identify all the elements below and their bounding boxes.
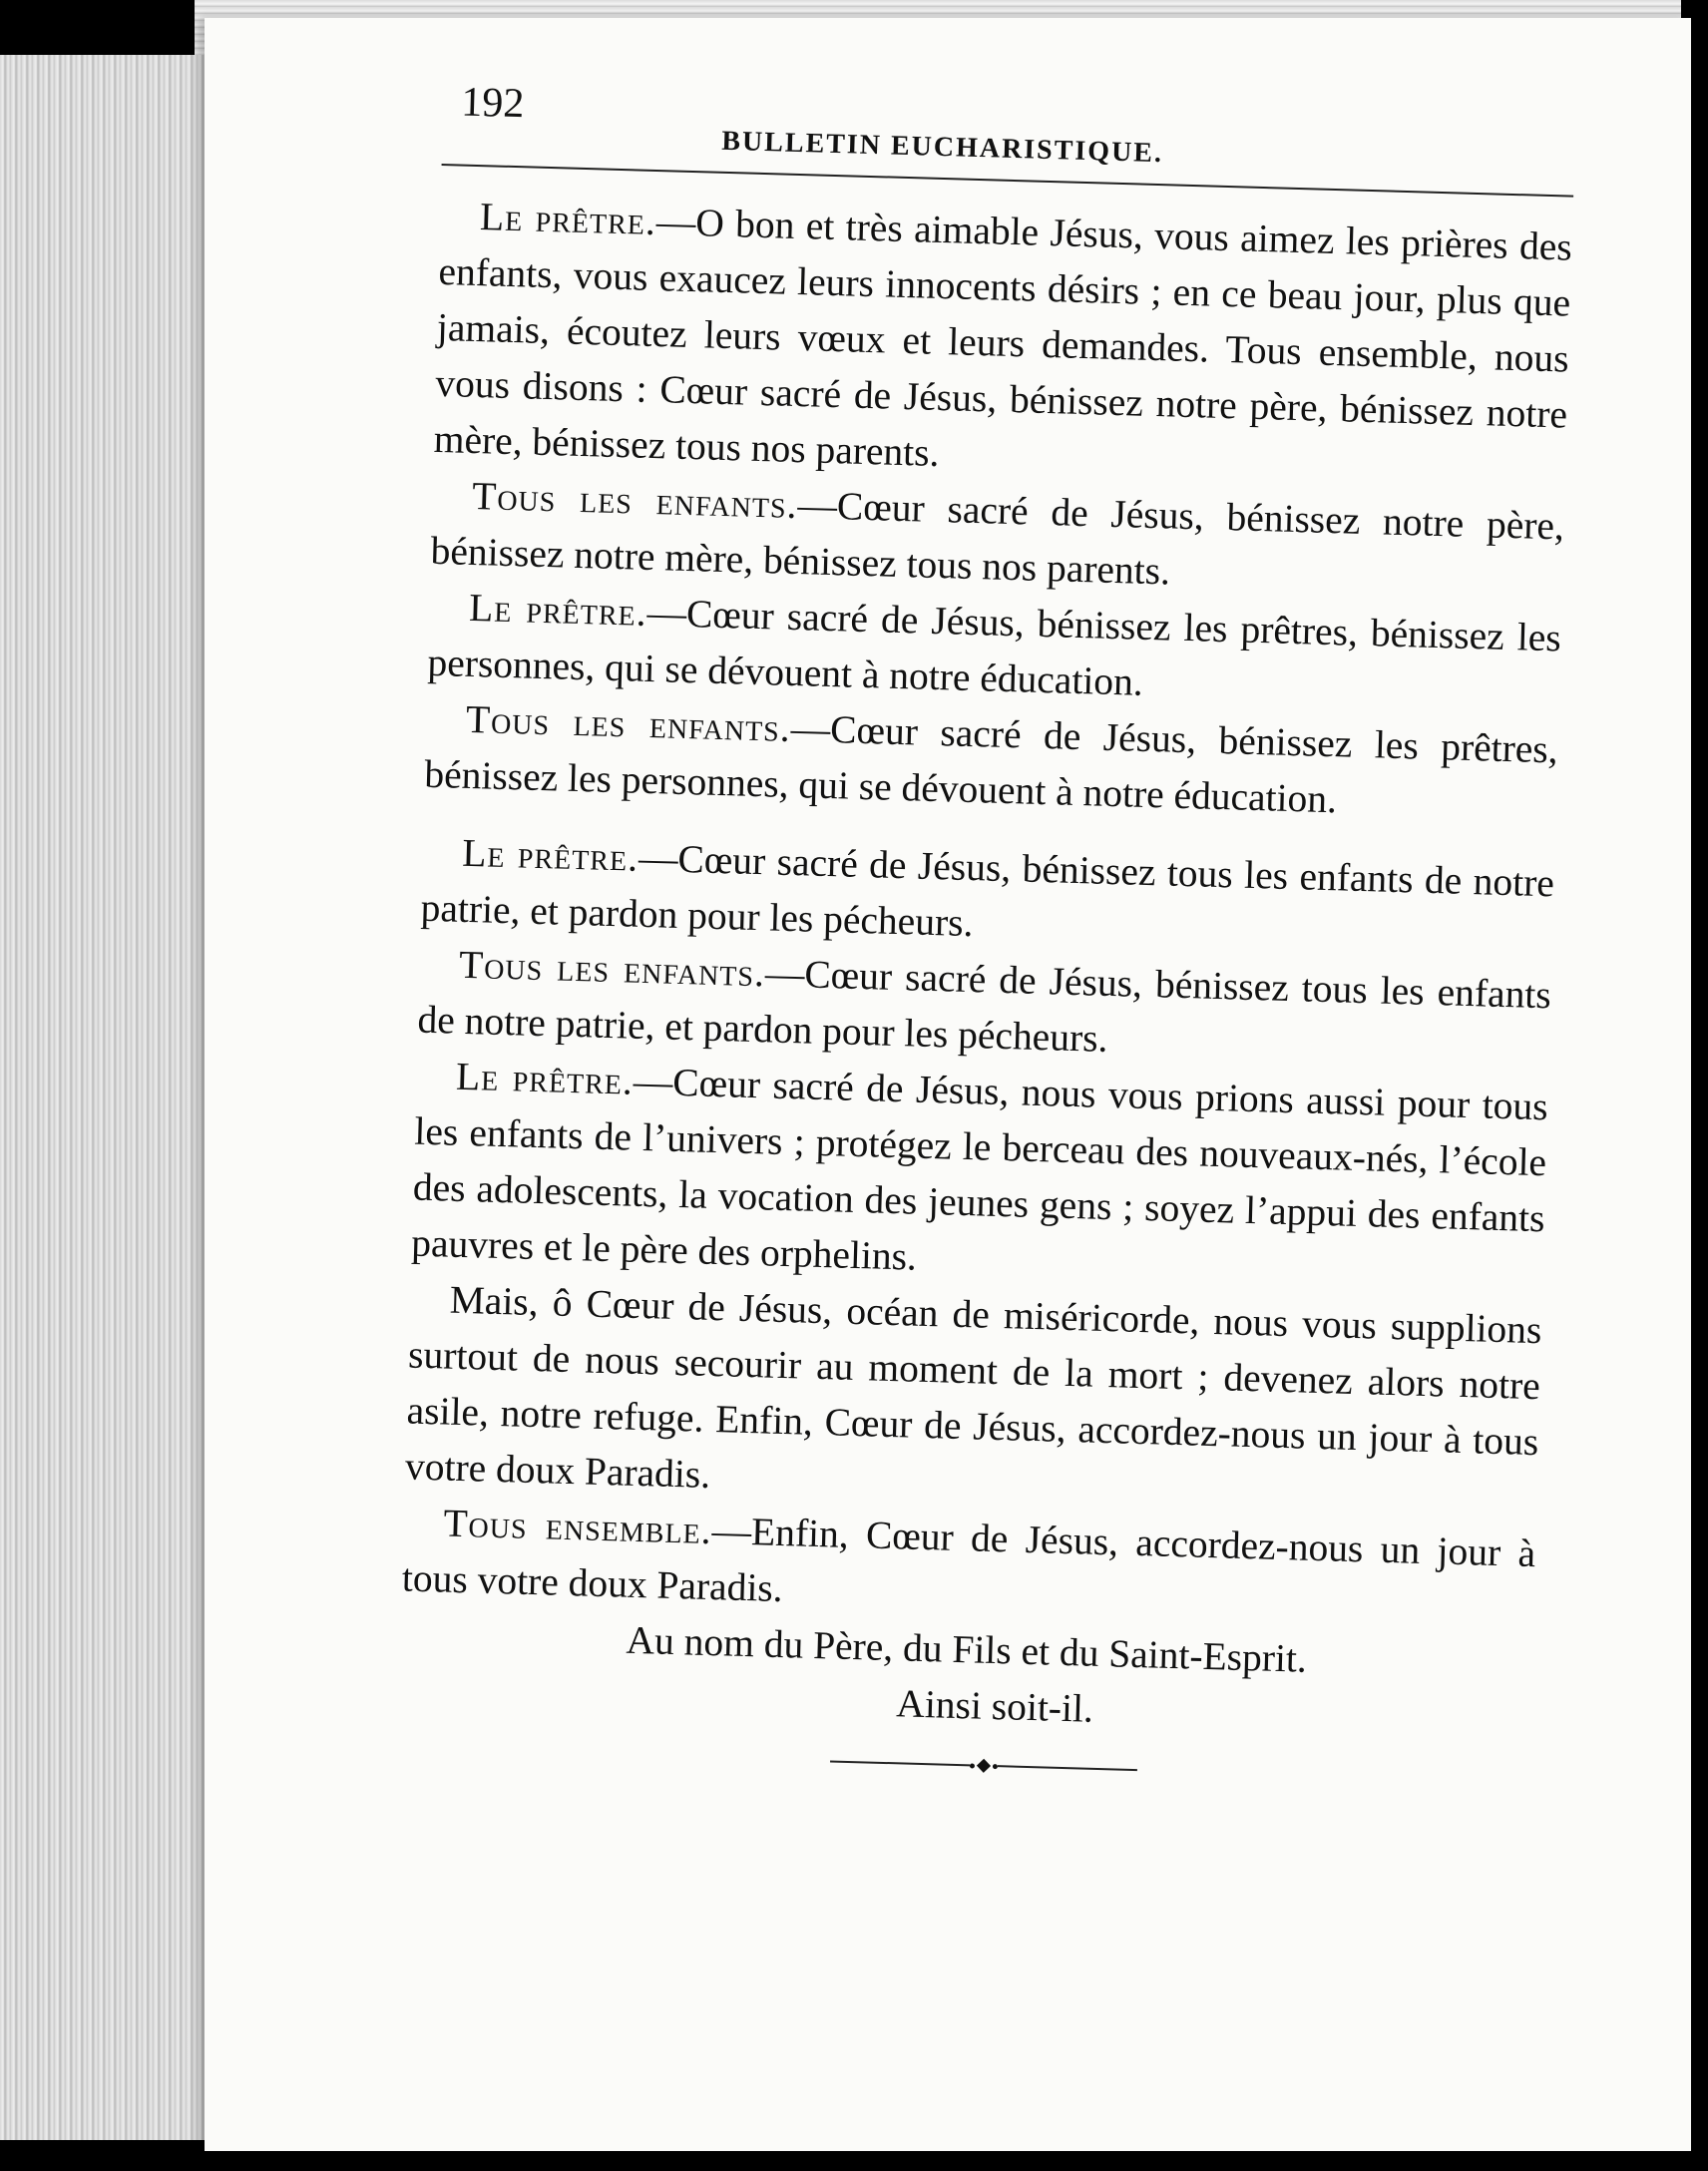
body-text <box>401 188 1572 1637</box>
speaker-label: Le prêtre. <box>479 195 657 243</box>
closing-amen: Ainsi soit-il. <box>895 1681 1094 1731</box>
page-stack-left-edge <box>0 55 229 2140</box>
speaker-label: Le prêtre. <box>455 1054 635 1103</box>
speaker-label: Le prêtre. <box>461 830 640 880</box>
ornament-rule-right <box>997 1765 1136 1771</box>
paragraph-text: —Cœur sacré de Jésus, bénissez les prêtres, bénissez les personnes, qui se dévouent à notre éducation. <box>427 590 1562 704</box>
ornament-diamond <box>976 1759 990 1773</box>
paragraph <box>411 1048 1549 1303</box>
speaker-label: Tous les enfants. <box>471 473 799 528</box>
closing-invocation: Au nom du Père, du Fils et du Saint-Esprit. <box>626 1617 1308 1681</box>
book-page <box>205 18 1691 2151</box>
paragraph-text: —Cœur sacré de Jésus, nous vous prions aussi pour tous les enfants de l’univers ; protégez le berceau des nouveaux-nés, l’école des adolescents, la vocation des jeunes gens ; soyez l’appui des enfants pauvres et le père des orphelins. <box>410 1059 1549 1279</box>
paragraph-text: —Cœur sacré de Jésus, bénissez tous les enfants de notre patrie, et pardon pour les pécheurs. <box>417 951 1552 1061</box>
page-number: 192 <box>460 79 525 128</box>
paragraph-text: —Cœur sacré de Jésus, bénissez les prêtres, bénissez les personnes, qui se dévouent à notre éducation. <box>423 705 1559 822</box>
journal-title: BULLETIN EUCHARISTIQUE. <box>720 125 1164 170</box>
paragraph-text: —Enfin, Cœur de Jésus, accordez-nous un jour à tous votre doux Paradis. <box>401 1509 1536 1611</box>
running-head <box>442 78 1576 182</box>
page-content <box>397 78 1576 1791</box>
paragraph <box>433 188 1572 499</box>
paragraph-text: —O bon et très aimable Jésus, vous aimez les prières des enfants, vous exaucez leurs innocents désirs ; en ce beau jour, plus que jamais, écoutez leurs vœux et leurs demandes. Tous ensemble, nous vous disons : Cœur sacré de Jésus, bénissez notre père, bénissez notre mère, bénissez tous nos parents. <box>433 200 1573 476</box>
speaker-label: Tous les enfants. <box>458 942 766 996</box>
speaker-label: Le prêtre. <box>468 585 648 635</box>
ornament-rule-left <box>830 1760 970 1766</box>
speaker-label: Tous les enfants. <box>465 696 792 750</box>
paragraph <box>404 1271 1542 1526</box>
paragraph-text: —Cœur sacré de Jésus, bénissez tous les enfants de notre patrie, et pardon pour les pécheurs. <box>420 835 1555 946</box>
paragraph-text: —Cœur sacré de Jésus, bénissez notre père, bénissez notre mère, bénissez tous nos parents. <box>430 483 1565 594</box>
speaker-label: Tous ensemble. <box>442 1501 713 1553</box>
ornament-dot <box>969 1763 974 1768</box>
paragraph-text: Mais, ô Cœur de Jésus, océan de miséricorde, nous vous supplions surtout de nous secourir au moment de la mort ; devenez alors notre asile, notre refuge. Enfin, Cœur de Jésus, accordez-nous un jour à tous votre doux Paradis. <box>404 1277 1542 1497</box>
end-ornament <box>437 1740 1529 1791</box>
